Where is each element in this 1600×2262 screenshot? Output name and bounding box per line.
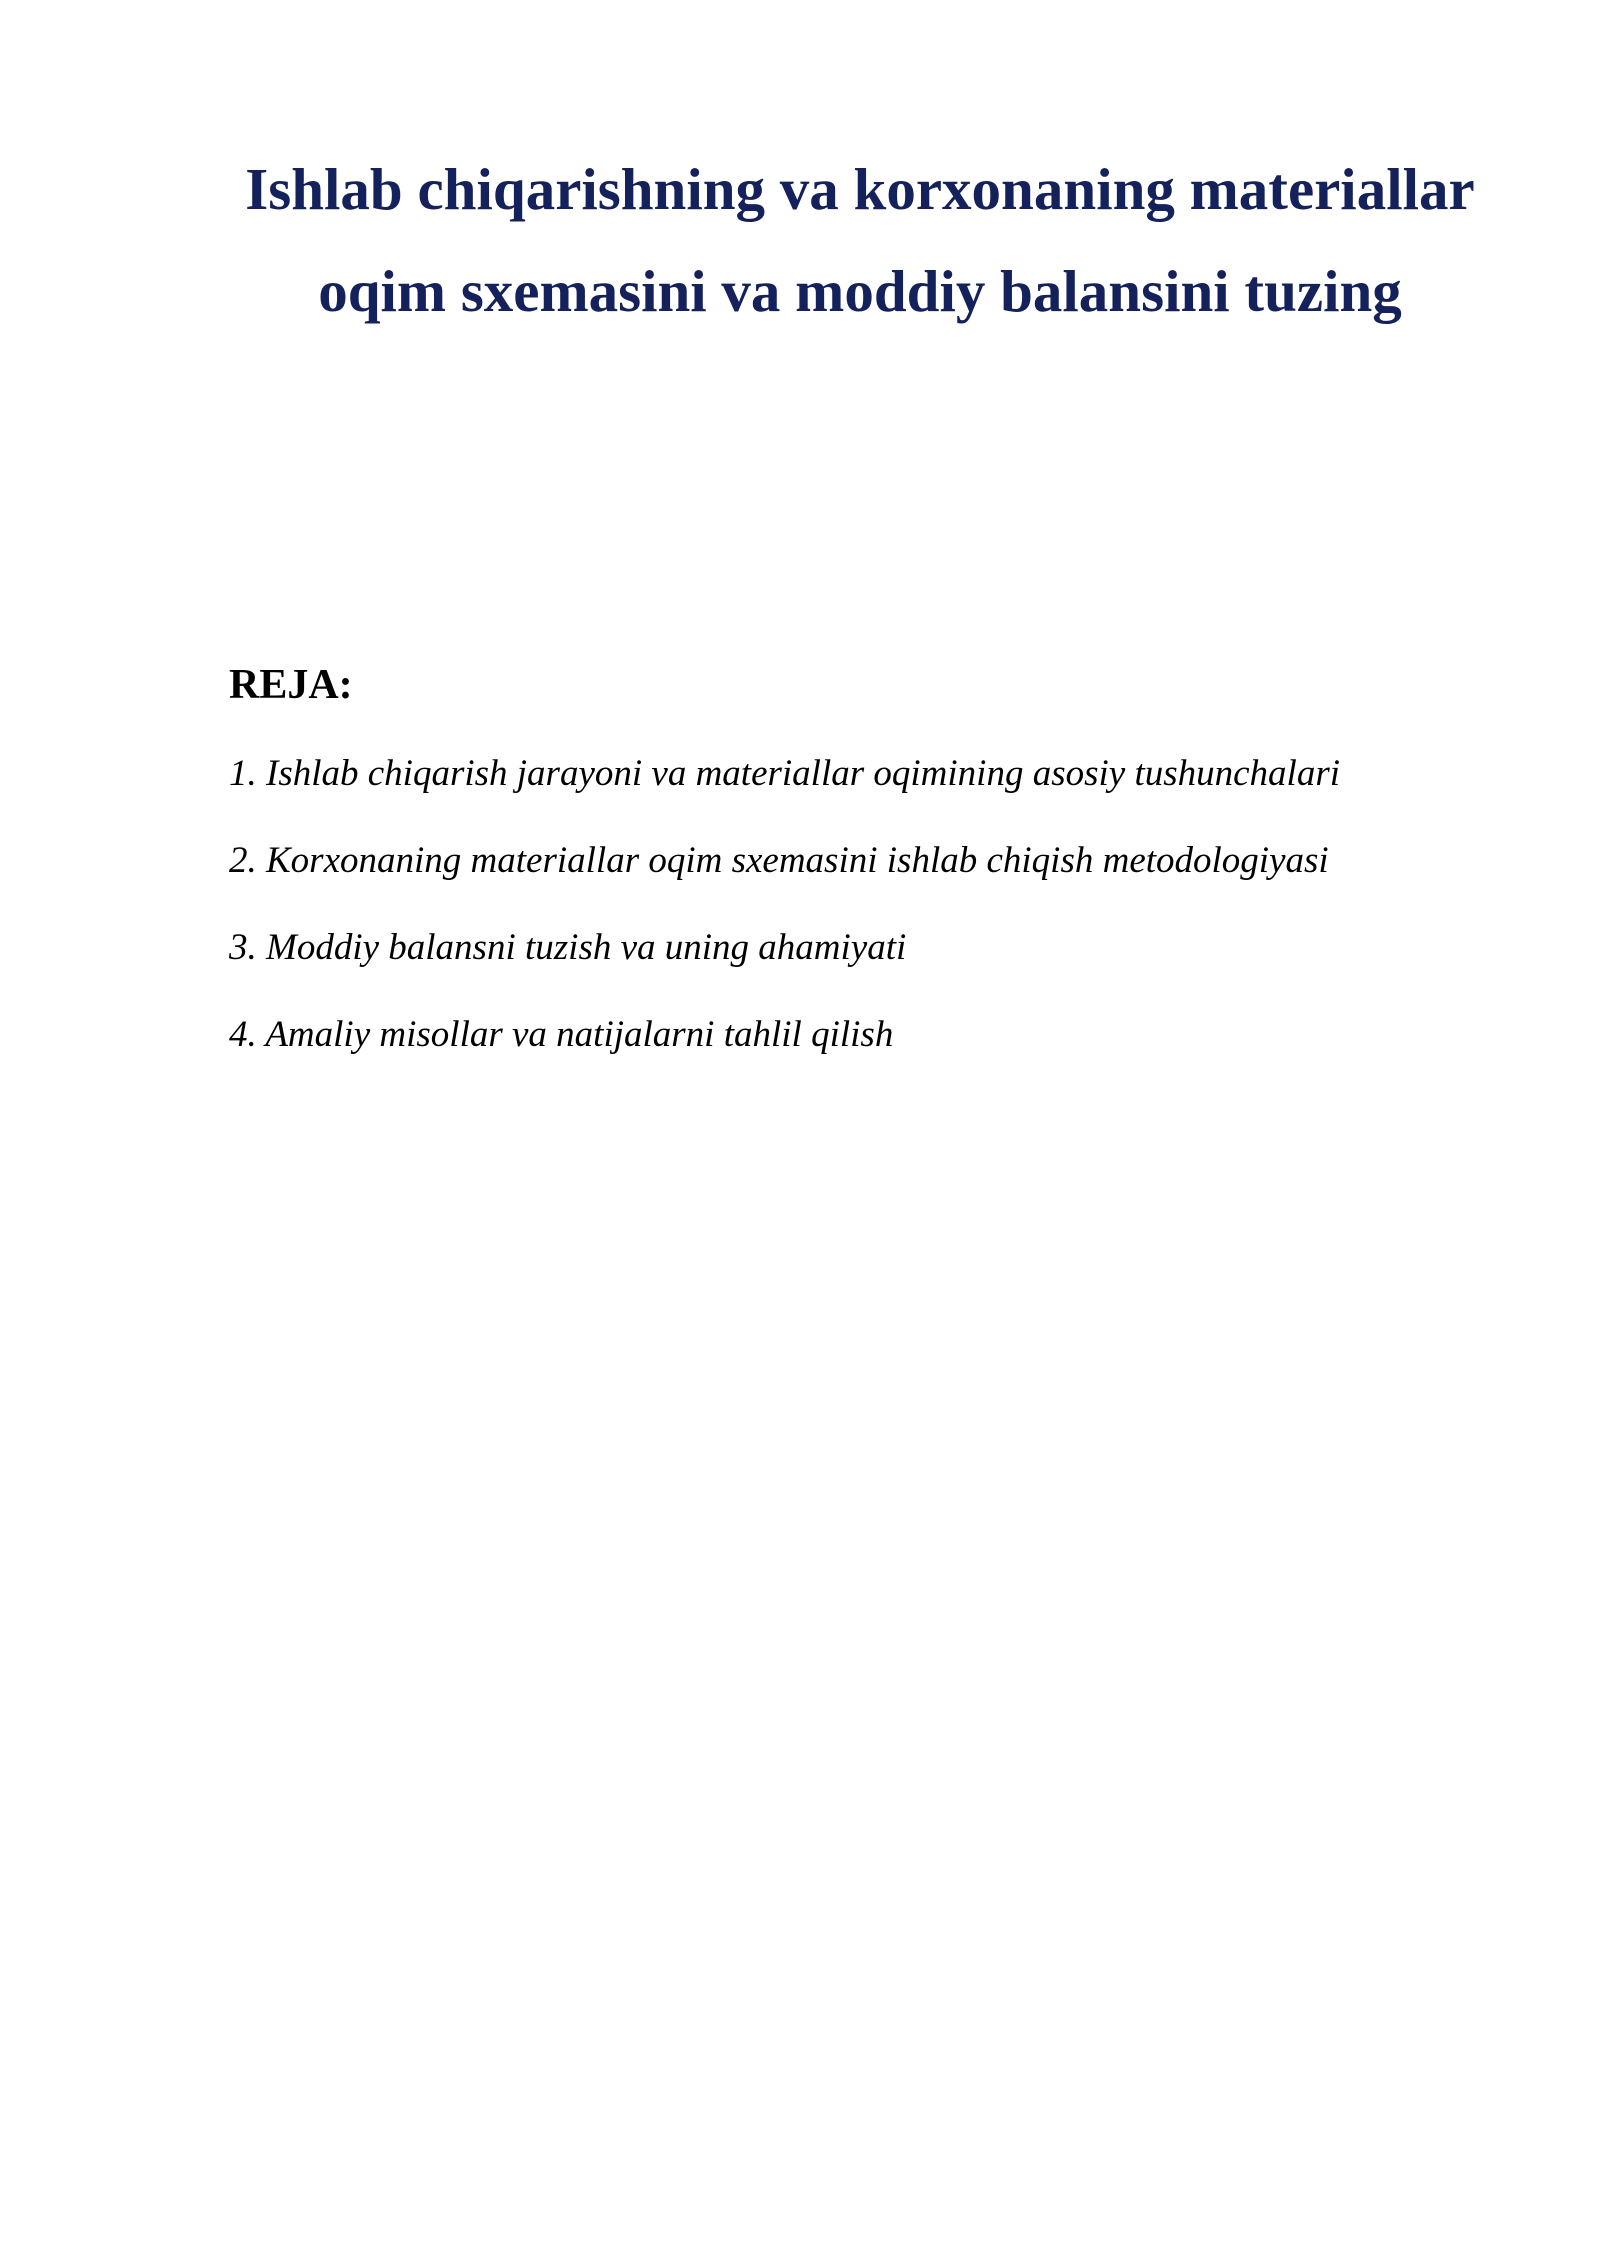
plan-item-3: 3. Moddiy balansni tuzish va uning ahamiyati — [229, 927, 907, 968]
plan-list — [229, 752, 1340, 1100]
document-title — [200, 138, 1520, 342]
plan-item-1: 1. Ishlab chiqarish jarayoni va materiallar oqimining asosiy tushunchalari — [229, 753, 1341, 794]
title-line-1: Ishlab chiqarishning va korxonaning materiallar — [245, 156, 1475, 222]
plan-item-4: 4. Amaliy misollar va natijalarni tahlil qilish — [229, 1014, 894, 1055]
plan-item-2: 2. Korxonaning materiallar oqim sxemasini ishlab chiqish metodologiyasi — [229, 840, 1329, 881]
plan-heading: REJA: — [229, 662, 353, 708]
title-line-2: oqim sxemasini va moddiy balansini tuzing — [318, 258, 1402, 324]
